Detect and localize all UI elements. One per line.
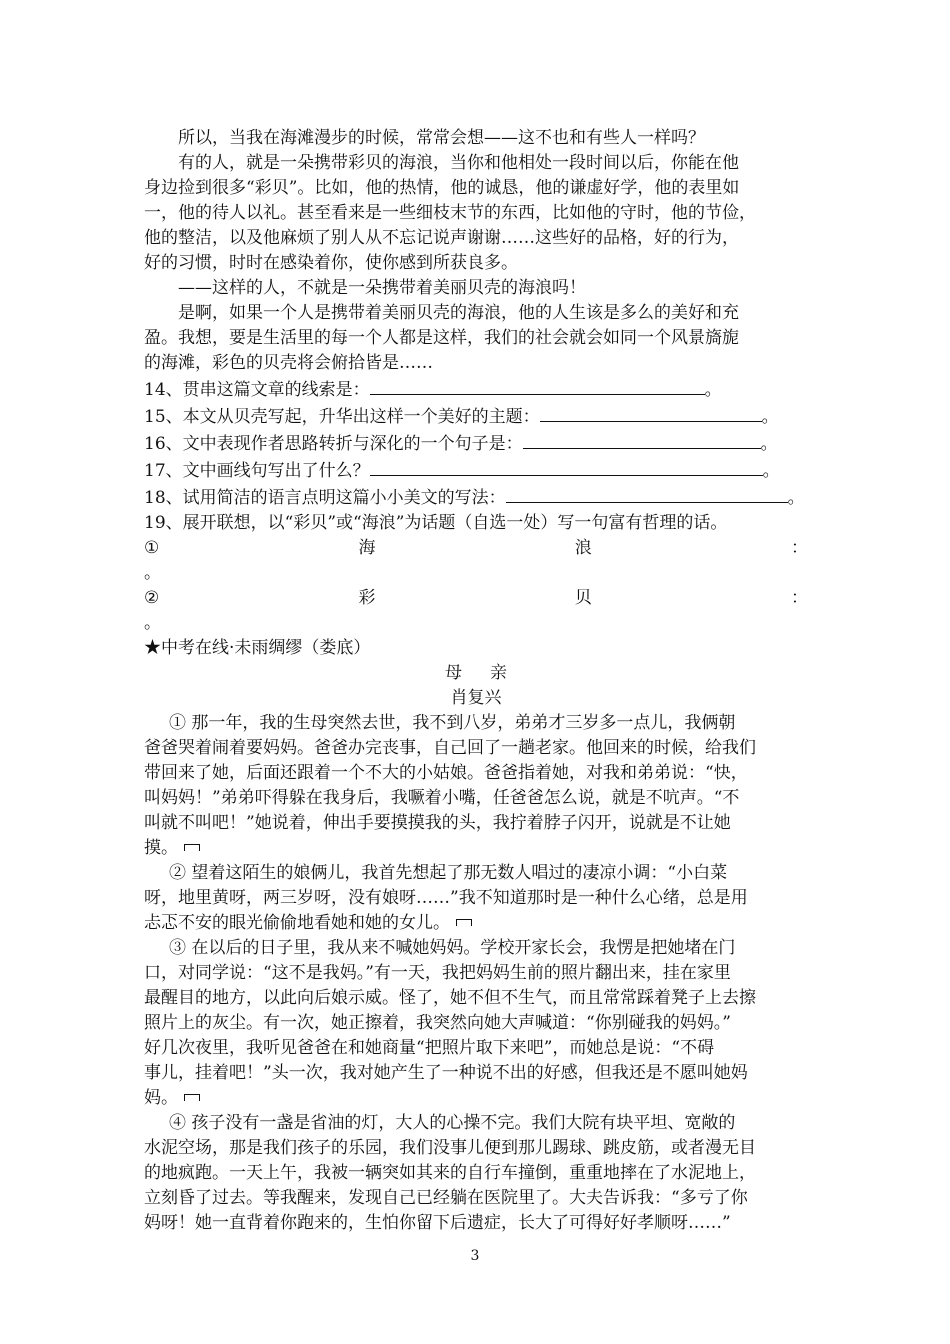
passage-line: 他的整洁，以及他麻烦了别人从不忘记说声谢谢……这些好的品格，好的行为， [144, 228, 739, 248]
answer-row-2[interactable]: ② 彩 贝 ： [144, 588, 808, 608]
question-17: 17、文中画线句写出了什么？ 。 [144, 457, 808, 484]
question-18: 18、试用简洁的语言点明这篇小小美文的写法： 。 [144, 484, 808, 511]
passage-line: 一，他的待人以礼。甚至看来是一些细枝末节的东西，比如他的守时，他的节俭， [144, 203, 756, 223]
page-content [144, 126, 808, 1236]
question-text: 18、试用简洁的语言点明这篇小小美文的写法： [144, 488, 506, 508]
passage-line: 盈。我想，要是生活里的每一个人都是这样，我们的社会就会如同一个风景旖旎 [144, 328, 739, 348]
story-line: 叫就不叫吧！”她说着，伸出手要摸摸我的头，我拧着脖子闪开，说就是不让她 [144, 813, 731, 833]
story-line: ③ 在以后的日子里，我从来不喊她妈妈。学校开家长会，我愣是把她堵在门 [169, 938, 736, 958]
story-line: 照片上的灰尘。有一次，她正擦着，我突然向她大声喊道：“你别碰我的妈妈。” [144, 1013, 731, 1033]
story-author: 肖复兴 [450, 688, 502, 708]
answer-row-2-end: 。 [144, 613, 161, 633]
story-line: 事儿，挂着吧！”头一次，我对她产生了一种说不出的好感，但我还是不愿叫她妈 [144, 1063, 748, 1083]
question-text: 17、文中画线句写出了什么？ [144, 461, 370, 481]
passage-line: ——这样的人，不就是一朵携带着美丽贝壳的海浪吗！ [178, 278, 586, 298]
annotation-mark-icon [184, 844, 200, 851]
answer-blank[interactable] [523, 430, 761, 449]
passage-line: 有的人，就是一朵携带彩贝的海浪，当你和他相处一段时间以后，你能在他 [178, 153, 739, 173]
passage-line: 的海滩，彩色的贝壳将会俯拾皆是…… [144, 353, 433, 373]
question-text: 16、文中表现作者思路转折与深化的一个句子是： [144, 434, 523, 454]
passage-line: 身边捡到很多“彩贝”。比如，他的热情，他的诚恳，他的谦虚好学，他的表里如 [144, 178, 740, 198]
answer-row-1-end: 。 [144, 563, 161, 583]
answer-row-1[interactable]: ① 海 浪 ： [144, 538, 808, 558]
question-19: 19、展开联想，以“彩贝”或“海浪”为话题（自选一处）写一句富有哲理的话。 [144, 513, 728, 533]
story-line: 忐忑不安的眼光偷偷地看她和她的女儿。 [144, 911, 808, 936]
answer-blank[interactable] [540, 403, 762, 422]
story-line: 口，对同学说：“这不是我妈。”有一天，我把妈妈生前的照片翻出来，挂在家里 [144, 963, 731, 983]
story-line: ④ 孩子没有一盏是省油的灯，大人的心操不完。我们大院有块平坦、宽敞的 [169, 1113, 736, 1133]
story-line: 摸。 [144, 836, 808, 861]
question-15: 15、本文从贝壳写起，升华出这样一个美好的主题： 。 [144, 403, 808, 430]
story-line: 妈呀！她一直背着你跑来的，生怕你留下后遗症，长大了可得好好孝顺呀……” [144, 1213, 731, 1233]
question-text: 15、本文从贝壳写起，升华出这样一个美好的主题： [144, 407, 540, 427]
annotation-mark-icon [184, 1094, 200, 1101]
story-line: 好几次夜里，我听见爸爸在和她商量“把照片取下来吧”，而她总是说：“不碍 [144, 1038, 715, 1058]
story-line: 最醒目的地方，以此向后娘示威。怪了，她不但不生气，而且常常踩着凳子上去擦 [144, 988, 756, 1008]
passage-line: 好的习惯，时时在感染着你，使你感到所获良多。 [144, 253, 518, 273]
story-line: 爸爸哭着闹着要妈妈。爸爸办完丧事，自己回了一趟老家。他回来的时候，给我们 [144, 738, 756, 758]
story-title: 母亲 [445, 663, 535, 683]
answer-blank[interactable] [370, 376, 705, 395]
passage-line: 是啊，如果一个人是携带着美丽贝壳的海浪，他的人生该是多么的美好和充 [178, 303, 739, 323]
annotation-mark-icon [456, 919, 472, 926]
story-line: 的地疯跑。一天上午，我被一辆突如其来的自行车撞倒，重重地摔在了水泥地上， [144, 1163, 756, 1183]
story-line: 水泥空场，那是我们孩子的乐园，我们没事儿便到那儿踢球、跳皮筋，或者漫无目 [144, 1138, 756, 1158]
passage-line: 所以，当我在海滩漫步的时候，常常会想——这不也和有些人一样吗？ [178, 128, 705, 148]
story-line: ① 那一年，我的生母突然去世，我不到八岁，弟弟才三岁多一点儿，我俩朝 [169, 713, 736, 733]
question-text: 14、贯串这篇文章的线索是： [144, 380, 370, 400]
story-line: ② 望着这陌生的娘俩儿，我首先想起了那无数人唱过的凄凉小调：“小白菜 [169, 863, 728, 883]
story-line: 带回来了她，后面还跟着一个不大的小姑娘。爸爸指着她，对我和弟弟说：“快， [144, 763, 748, 783]
story-line: 呀，地里黄呀，两三岁呀，没有娘呀……”我不知道那时是一种什么心绪，总是用 [144, 888, 748, 908]
answer-blank[interactable] [506, 484, 788, 503]
page-number: 3 [470, 1248, 480, 1264]
story-line: 妈。 [144, 1086, 808, 1111]
question-16: 16、文中表现作者思路转折与深化的一个句子是： 。 [144, 430, 808, 457]
story-line: 叫妈妈！”弟弟吓得躲在我身后，我噘着小嘴，任爸爸怎么说，就是不吭声。“不 [144, 788, 740, 808]
question-14: 14、贯串这篇文章的线索是： 。 [144, 376, 808, 403]
answer-blank[interactable] [370, 457, 763, 476]
section-header: ★中考在线·未雨绸缪（娄底） [144, 638, 371, 658]
story-line: 立刻昏了过去。等我醒来，发现自己已经躺在医院里了。大夫告诉我：“多亏了你 [144, 1188, 748, 1208]
